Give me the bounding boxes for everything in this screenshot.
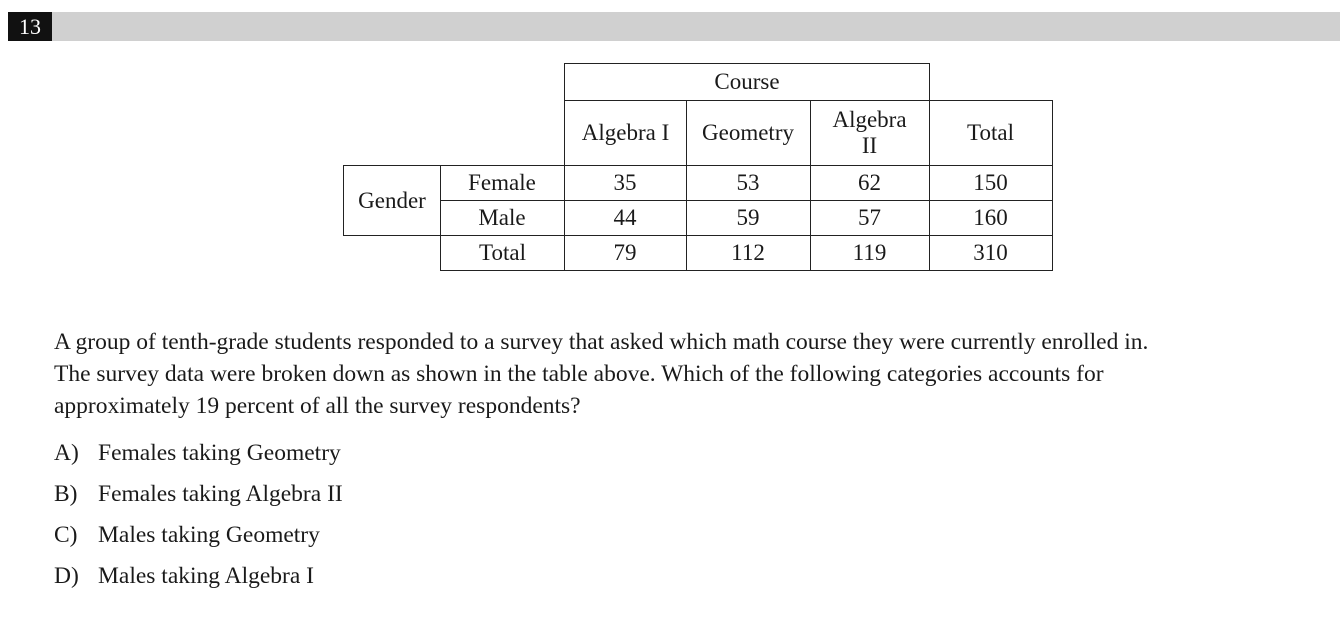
cell-female-total: 150 [929, 165, 1053, 201]
question-line-3: approximately 19 percent of all the survey respondents? [54, 393, 581, 419]
cell-female-algebra-2: 62 [810, 165, 930, 201]
choice-b-text: Females taking Algebra II [98, 481, 343, 507]
cell-female-algebra-1: 35 [564, 165, 687, 201]
question-text [54, 326, 1334, 422]
choice-a-letter: A) [54, 440, 79, 466]
question-line-1: A group of tenth-grade students responded to a survey that asked which math course they were currently enrolled in. [54, 329, 1149, 355]
cell-female-geometry: 53 [686, 165, 811, 201]
cell-male-geometry: 59 [686, 200, 811, 236]
row-label-total: Total [440, 235, 565, 271]
choice-d-letter: D) [54, 563, 79, 589]
choice-a[interactable] [54, 437, 341, 469]
choice-b[interactable] [54, 478, 343, 510]
col-header-algebra-2-line1: Algebra [832, 106, 907, 132]
choice-c[interactable] [54, 519, 320, 551]
choice-d-text: Males taking Algebra I [98, 563, 315, 589]
cell-total-algebra-1: 79 [564, 235, 687, 271]
cell-male-algebra-1: 44 [564, 200, 687, 236]
cell-total-geometry: 112 [686, 235, 811, 271]
col-header-algebra-2-line2: II [861, 132, 878, 158]
row-label-male: Male [440, 200, 565, 236]
cell-total-total: 310 [929, 235, 1053, 271]
choice-d[interactable] [54, 560, 314, 592]
choice-b-letter: B) [54, 481, 78, 507]
question-line-2: The survey data were broken down as shown in the table above. Which of the following categories accounts for [54, 361, 1104, 387]
question-number: 13 [8, 12, 52, 41]
choice-c-letter: C) [54, 522, 78, 548]
row-label-female: Female [440, 165, 565, 201]
col-header-algebra-1: Algebra I [564, 100, 687, 166]
cell-total-algebra-2: 119 [810, 235, 930, 271]
choice-a-text: Females taking Geometry [98, 440, 341, 466]
col-header-algebra-2 [810, 100, 930, 166]
question-header-bar [8, 12, 1340, 41]
choice-c-text: Males taking Geometry [98, 522, 320, 548]
cell-male-algebra-2: 57 [810, 200, 930, 236]
col-header-total: Total [929, 100, 1053, 166]
cell-male-total: 160 [929, 200, 1053, 236]
row-group-gender: Gender [343, 165, 441, 236]
col-header-geometry: Geometry [686, 100, 811, 166]
course-header: Course [564, 63, 930, 101]
